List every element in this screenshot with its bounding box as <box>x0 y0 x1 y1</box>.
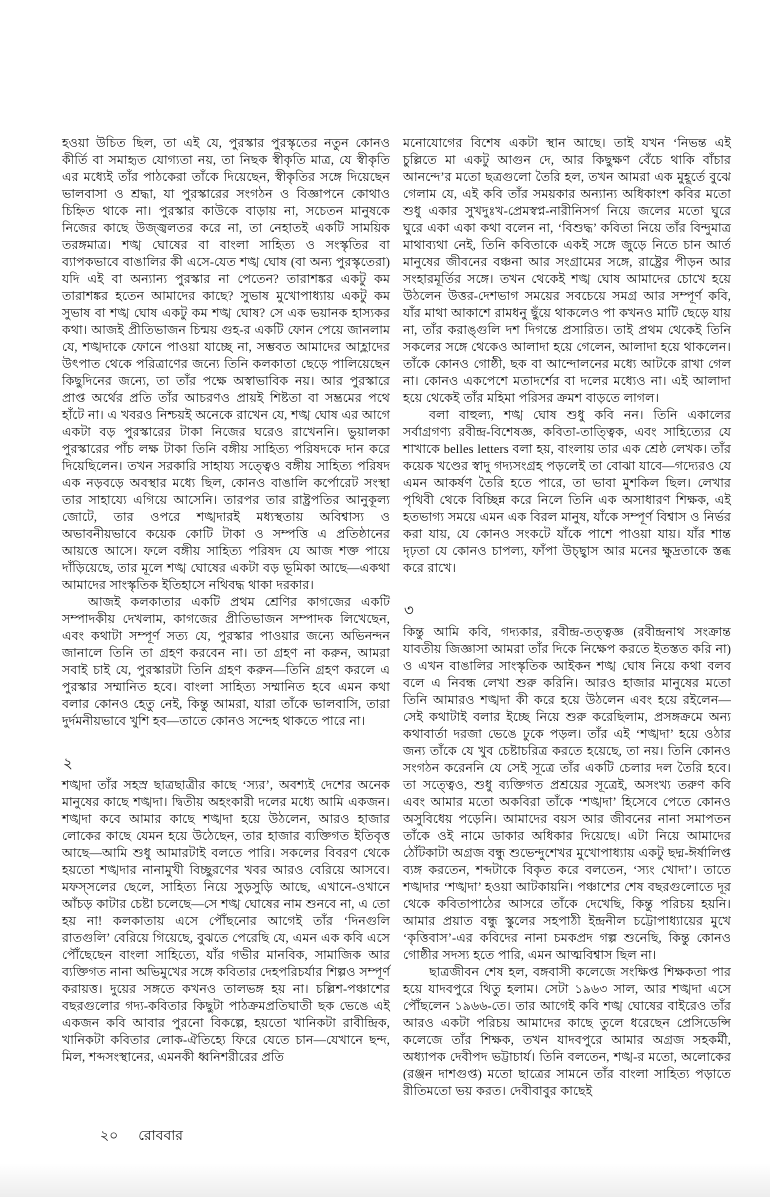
article-paragraph: কিন্তু আমি কবি, গদ্যকার, রবীন্দ্র-তত্ত্বজ্ঞ (রবীন্দ্রনাথ সংক্রান্ত যাবতীয় জিজ্ঞাসা আমরা তাঁর দিকে নিক্ষেপ করতে ইতস্তত করি না) ও এখন বাঙালির সাংস্কৃতিক আইকন শঙ্খ ঘোষ নিয়ে কথা বলব বলে এ নিবন্ধ লেখা শুরু করিনি। আরও হাজার মানুষের মতো তিনি আমারও শঙ্খদা কী করে হয়ে উঠলেন এবং হয়ে রইলেন—সেই কথাটাই বলার ইচ্ছে নিয়ে শুরু করেছিলাম, প্রসঙ্গক্রমে অন্য কথাবার্তা দরজা ভেঙে ঢুকে পড়ল। তাঁর এই ‘শঙ্খদা’ হয়ে ওঠার জন্য তাঁকে যে খুব চেষ্টাচরিত্র করতে হয়েছে, তা নয়। তিনি কোনও সংগঠন করেননি যে সেই সূত্রে তাঁর একটি চেলার দল তৈরি হবে। তা সত্ত্বেও, শুধু ব্যক্তিগত প্রশ্রয়ের সূত্রেই, অসংখ্য তরুণ কবি এবং আমার মতো অকবিরা তাঁকে ‘শঙ্খদা’ হিসেবে পেতে কোনও অসুবিধেয় পড়েনি। আমাদের বয়স আর জীবনের নানা সমাপতন তাঁকে ওই নামে ডাকার অধিকার দিয়েছে। এটা নিয়ে আমাদের ঠোঁটকাটা অগ্রজ বন্ধু শুভেন্দুশেখর মুখোপাধ্যায় একটু ছদ্ম-ঈর্ষালিপ্ত ব্যঙ্গ করতেন, শব্দটাকে বিকৃত করে বলতেন, ‘স্যং খোদা’। তাতে শঙ্খদার ‘শঙ্খদা’ হওয়া আটকায়নি। পঞ্চাশের শেষ বছরগুলোতে দূর থেকে কবিতাপাঠের আসরে তাঁকে দেখেছি, কিন্তু পরিচয় হয়নি। আমার প্রয়াত বন্ধু স্কুলের সহপাঠী ইন্দ্রনীল চট্টোপাধ্যায়ের মুখে ‘কৃত্তিবাস’-এর কবিদের নানা চমকপ্রদ গল্প শুনেছি, কিন্তু কোনও গোষ্ঠীর সদস্য হতে পারি, এমন আত্মবিশ্বাস ছিল না। <box>403 625 731 962</box>
article-paragraph: শঙ্খদা তাঁর সহস্র ছাত্রছাত্রীর কাছে ‘স্যর’, অবশ্যই দেশের অনেক মানুষের কাছে শঙ্খদা। দ্বিতীয় অহংকারী দলের মধ্যে আমি একজন। শঙ্খদা কবে আমার কাছে শঙ্খদা হয়ে উঠলেন, আরও হাজার লোকের কাছে যেমন হয়ে উঠেছেন, তার হাজার ব্যক্তিগত ইতিবৃত্ত আছে—আমি শুধু আমারটাই বলতে পারি। সকলের বিবরণ থেকে হয়তো শঙ্খদার নানামুখী বিচ্ছুরণের খবর আরও বেরিয়ে আসবে। মফস্সলের ছেলে, সাহিত্য নিয়ে সুড়সুড়ি আছে, এখানে-ওখানে আঁচড় কাটার চেষ্টা চলেছে—সে শঙ্খ ঘোষের নাম শুনবে না, এ তো হয় না! কলকাতায় এসে পৌঁছনোর আগেই তাঁর ‘দিনগুলি রাতগুলি’ বেরিয়ে গিয়েছে, বুঝতে পেরেছি যে, এমন এক কবি এসে পৌঁছেছেন বাংলা সাহিত্যে, যাঁর গভীর মানবিক, সামাজিক আর ব্যক্তিগত নানা অভিমুখের সঙ্গে কবিতার দেহপরিচর্যার শিল্পও সম্পূর্ণ করায়ত্ত। দুয়ের সঙ্গতে কখনও তালভঙ্গ হয় না। চল্লিশ-পঞ্চাশের বছরগুলোর গদ্য-কবিতার কিছুটা পাঠক্রমপ্রতিঘাতী ছক ভেঙে এই একজন কবি আবার পুরনো বিকল্পে, হয়তো খানিকটা রাবীন্দ্রিক, খানিকটা কবিতার লোক-ঐতিহ্যে ফিরে যেতে চান—যেখানে ছন্দ, মিল, শব্দসংস্থানের, এমনকী ধ্বনিশরীরের প্রতি <box>62 778 390 1064</box>
article-body <box>62 135 731 1100</box>
article-column-left <box>62 135 390 1100</box>
magazine-name: রোববার <box>138 1129 184 1144</box>
article-paragraph: মনোযোগের বিশেষ একটা স্থান আছে। তাই যখন ‘নিভন্ত এই চুল্লিতে মা একটু আগুন দে, আর কিছুক্ষণ বেঁচে থাকি বাঁচার আনন্দে’র মতো ছত্রগুলো তৈরি হল, তখন আমরা এক মুহূর্তে বুঝে গেলাম যে, এই কবি তাঁর সময়কার অন্যান্য অধিকাংশ কবির মতো শুধু একার সুখদুঃখ-প্রেমস্বপ্ন-নারীনিসর্গ নিয়ে জলের মতো ঘুরে ঘুরে একা একা কথা বলেন না, ‘বিশুদ্ধ’ কবিতা নিয়ে তাঁর বিন্দুমাত্র মাথাব্যথা নেই, তিনি কবিতাকে একই সঙ্গে জুড়ে নিতে চান আর্ত মানুষের জীবনের বঞ্চনা আর সংগ্রামের সঙ্গে, রাষ্ট্রের পীড়ন আর সংহারমূর্তির সঙ্গে। তখন থেকেই শঙ্খ ঘোষ আমাদের চোখে হয়ে উঠলেন উত্তর-দেশভাগ সময়ের সবচেয়ে সমগ্র আর সম্পূর্ণ কবি, যাঁর মাথা আকাশে রামধনু ছুঁয়ে থাকলেও পা কখনও মাটি ছেড়ে যায় না, তাঁর করাঙ্গুলি দশ দিগন্তে প্রসারিত। তাই প্রথম থেকেই তিনি সকলের সঙ্গে থেকেও আলাদা হয়ে গেলেন, আলাদা হয়ে থাকলেন। তাঁকে কোনও গোষ্ঠী, ছক বা আন্দোলনের মধ্যে আটকে রাখা গেল না। কোনও একপেশে মতাদর্শের বা দলের মধ্যেও না। এই আলাদা হয়ে থেকেই তাঁর মহিমা পরিসর ক্রমশ বাড়তে লাগল। <box>403 136 731 405</box>
article-paragraph: ছাত্রজীবন শেষ হল, বঙ্গবাসী কলেজে সংক্ষিপ্ত শিক্ষকতা পার হয়ে যাদবপুরে থিতু হলাম। সেটা ১৯৬৩ সাল, আর শঙ্খদা এসে পৌঁছলেন ১৯৬৬-তে। তার আগেই কবি শঙ্খ ঘোষের বাইরেও তাঁর আরও একটা পরিচয় আমাদের কাছে তুলে ধরেছেন প্রেসিডেন্সি কলেজে তাঁর শিক্ষক, তখন যাদবপুরে আমার অগ্রজ সহকর্মী, অধ্যাপক দেবীপদ ভট্টাচার্য। তিনি বলতেন, শঙ্খ-র মতো, অলোকের (রঞ্জন দাশগুপ্ত) মতো ছাত্রের সামনে তাঁর বাংলা সাহিত্য পড়াতে রীতিমতো ভয় করত। দেবীবাবুর কাছেই <box>403 965 731 1098</box>
article-paragraph: বলা বাহুল্য, শঙ্খ ঘোষ শুধু কবি নন। তিনি একালের সর্বাগ্রগণ্য রবীন্দ্র-বিশেষজ্ঞ, কবিতা-তাত্ত্বিক, এবং সাহিত্যের যে শাখাকে belles letters বলা হয়, বাংলায় তার এক শ্রেষ্ঠ লেখক। তাঁর কয়েক খণ্ডের স্বাদু গদ্যসংগ্রহ পড়লেই তা বোঝা যাবে—গদ্যেরও যে এমন আকর্ষণ তৈরি হতে পারে, তা ভাবা মুশকিল ছিল। লেখার পৃথিবী থেকে বিচ্ছিন্ন করে নিলে তিনি এক অসাধারণ শিক্ষক, এই হতভাগ্য সময়ে এমন এক বিরল মানুষ, যাঁকে সম্পূর্ণ বিশ্বাস ও নির্ভর করা যায়, যে কোনও সংকটে যাঁকে পাশে পাওয়া যায়। যাঁর শান্ত দৃঢ়তা যে কোনও চাপল্য, ফাঁপা উচ্ছ্বাস আর মনের ক্ষুদ্রতাকে স্তব্ধ করে রাখে। <box>403 408 731 575</box>
section-number: ২ <box>63 756 73 772</box>
page-footer <box>100 1128 183 1146</box>
article-paragraph: আজই কলকাতার একটি প্রথম শ্রেণির কাগজের একটি সম্পাদকীয় দেখলাম, কাগজের প্রীতিভাজন সম্পাদক লিখেছেন, এবং কথাটা সম্পূর্ণ সত্য যে, পুরস্কার পাওয়ার জন্যে অভিনন্দন জানালে তিনি তা গ্রহণ করবেন না। তা গ্রহণ না করুন, আমরা সবাই চাই যে, পুরস্কারটা তিনি গ্রহণ করুন—তিনি গ্রহণ করলে এ পুরস্কার সম্মানিত হবে। বাংলা সাহিত্য সম্মানিত হবে এমন কথা বলার কোনও হেতু নেই, কিন্তু আমরা, যারা তাঁকে ভালবাসি, তারা দুর্দমনীয়ভাবে খুশি হব—তাতে কোনও সন্দেহ থাকতে পারে না। <box>62 595 390 728</box>
section-number: ৩ <box>404 603 414 619</box>
page-number: ২০ <box>100 1129 119 1144</box>
article-column-right <box>403 135 731 1100</box>
article-paragraph: হওয়া উচিত ছিল, তা এই যে, পুরস্কার পুরস্কৃতের নতুন কোনও কীর্তি বা সমাহৃত যোগ্যতা নয়, তা নিছক স্বীকৃতি মাত্র, যে স্বীকৃতি এর মধ্যেই তাঁর পাঠকেরা তাঁকে দিয়েছেন, স্বীকৃতির সঙ্গে দিয়েছেন ভালবাসা ও শ্রদ্ধা, যা পুরস্কারের সংগঠন ও বিজ্ঞাপনে কোথাও চিহ্নিত থাকে না। পুরস্কার কাউকে বাড়ায় না, সচেতন মানুষকে নিজের কাছে উজ্জ্বলতর করে না, তা নেহাতই একটি সাময়িক তরঙ্গমাত্র। শঙ্খ ঘোষের বা বাংলা সাহিত্য ও সংস্কৃতির বা ব্যাপকভাবে বাঙালির কী এসে-যেত শঙ্খ ঘোষ (বা অন্য পুরস্কৃতেরা) যদি এই বা অন্যান্য পুরস্কার না পেতেন? তারাশঙ্কর একটু কম তারাশঙ্কর হতেন আমাদের কাছে? সুভাষ মুখোপাধ্যায় একটু কম সুভাষ বা শঙ্খ ঘোষ একটু কম শঙ্খ ঘোষ? সে এক ভয়ানক হাস্যকর কথা। আজই প্রীতিভাজন চিন্ময় গুহ-র একটি ফোন পেয়ে জানলাম যে, শঙ্খদাকে ফোনে পাওয়া যাচ্ছে না, সম্ভবত আমাদের আহ্লাদের উৎপাত থেকে পরিত্রাণের জন্যে তিনি কলকাতা ছেড়ে পালিয়েছেন কিছুদিনের জন্যে, তা তাঁর পক্ষে অস্বাভাবিক নয়। আর পুরস্কারে প্রাপ্ত অর্থের প্রতি তাঁর আচরণও প্রায়ই শিষ্টতা বা সম্ভ্রমের পথে হাঁটে না। এ খবরও নিশ্চয়ই অনেকে রাখেন যে, শঙ্খ ঘোষ এর আগে একটা বড় পুরস্কারের টাকা নিজের ঘরেও রাখেননি। ভুয়ালকা পুরস্কারের পাঁচ লক্ষ টাকা তিনি বঙ্গীয় সাহিত্য পরিষদকে দান করে দিয়েছিলেন। তখন সরকারি সাহায্য সত্ত্বেও বঙ্গীয় সাহিত্য পরিষদ এক নড়বড়ে অবস্থার মধ্যে ছিল, কোনও বাঙালি কর্পোরেট সংস্থা তার সাহায্যে এগিয়ে আসেনি। তারপর তার রাষ্ট্রপতির আনুকূল্য জোটে, তার ওপরে শঙ্খদারই মধ্যস্থতায় অবিশ্বাস্য ও অভাবনীয়ভাবে কয়েক কোটি টাকা ও সম্পত্তি এ প্রতিষ্ঠানের আয়ত্তে আসে। ফলে বঙ্গীয় সাহিত্য পরিষদ যে আজ শক্ত পায়ে দাঁড়িয়েছে, তার মূলে শঙ্খ ঘোষের একটা বড় ভূমিকা আছে—একথা আমাদের সাংস্কৃতিক ইতিহাসে নথিবদ্ধ থাকা দরকার। <box>62 136 390 592</box>
